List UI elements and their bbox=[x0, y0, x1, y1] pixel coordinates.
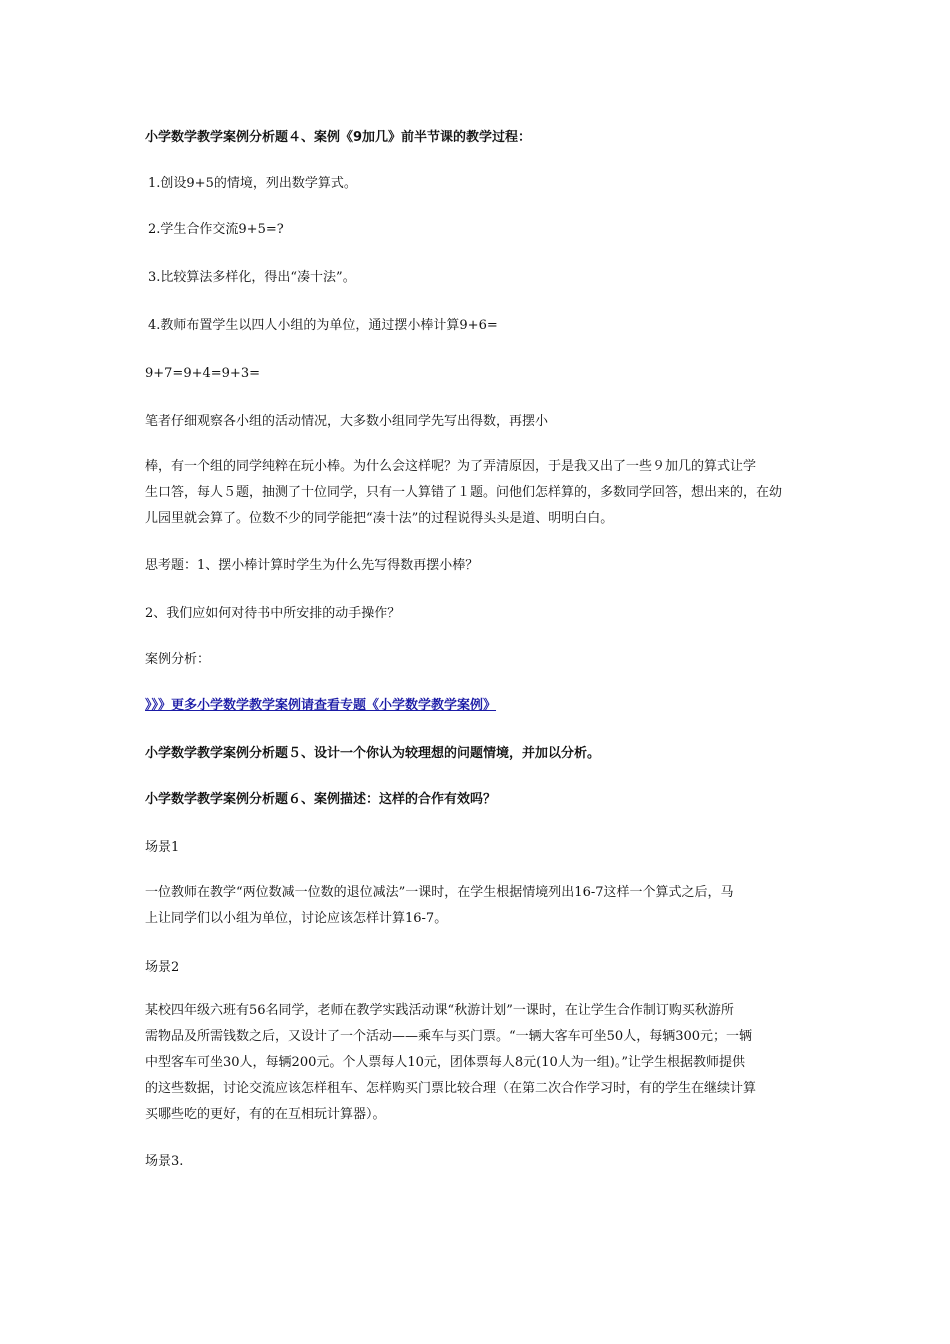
more-cases-link[interactable]: 》》》更多小学数学教学案例请查看专题《小学数学教学案例》 bbox=[145, 698, 497, 713]
observation-paragraph bbox=[145, 454, 810, 532]
paragraph-line: 生口答，每人５题，抽测了十位同学，只有一人算错了１题。问他们怎样算的，多数同学回答，想出来的，在幼 bbox=[145, 485, 783, 500]
equations: 9+7=9+4=9+3= bbox=[145, 366, 260, 381]
question-1: 思考题：1、摆小棒计算时学生为什么先写得数再摆小棒？ bbox=[145, 558, 479, 573]
paragraph-line: 买哪些吃的更好，有的在互相玩计算器）。 bbox=[145, 1107, 386, 1122]
paragraph-line: 某校四年级六班有56名同学，老师在教学实践活动课“秋游计划”一课时，在让学生合作制订购买秋游所 bbox=[145, 1003, 734, 1018]
scene-2-label: 场景2 bbox=[145, 960, 180, 975]
scene-3-label: 场景3. bbox=[145, 1154, 184, 1169]
paragraph-line: 儿园里就会算了。位数不少的同学能把“凑十法”的过程说得头头是道、明明白白。 bbox=[145, 511, 614, 526]
paragraph-line: 上让同学们以小组为单位，讨论应该怎样计算16-7。 bbox=[145, 911, 448, 926]
paragraph-line: 中型客车可坐30人，每辆200元。个人票每人10元，团体票每人8元(10人为一组)。”让学生根据教师提供 bbox=[145, 1055, 746, 1070]
observation-line-1: 笔者仔细观察各小组的活动情况，大多数小组同学先写出得数，再摆小 bbox=[145, 414, 549, 429]
scene-1-label: 场景1 bbox=[145, 840, 180, 855]
paragraph-line: 棒，有一个组的同学纯粹在玩小棒。为什么会这样呢？为了弄清原因，于是我又出了一些９加几的算式让学 bbox=[145, 459, 757, 474]
step-2: 2.学生合作交流9+5=? bbox=[148, 222, 284, 237]
step-4: 4.教师布置学生以四人小组的为单位，通过摆小棒计算9+6= bbox=[148, 318, 498, 333]
heading-case-5: 小学数学教学案例分析题５、设计一个你认为较理想的问题情境，并加以分析。 bbox=[145, 746, 601, 761]
heading-case-4: 小学数学教学案例分析题４、案例《9加几》前半节课的教学过程： bbox=[145, 130, 532, 145]
paragraph-line: 需物品及所需钱数之后，又设计了一个活动——乘车与买门票。“一辆大客车可坐50人，每辆300元；一辆 bbox=[145, 1029, 753, 1044]
paragraph-line: 的这些数据，讨论交流应该怎样租车、怎样购买门票比较合理（在第二次合作学习时，有的学生在继续计算 bbox=[145, 1081, 757, 1096]
question-2: 2、我们应如何对待书中所安排的动手操作？ bbox=[145, 606, 401, 621]
step-3: 3.比较算法多样化，得出“凑十法”。 bbox=[148, 270, 356, 285]
step-1: 1.创设9+5的情境，列出数学算式。 bbox=[148, 176, 357, 191]
analysis-label: 案例分析： bbox=[145, 652, 211, 667]
heading-case-6: 小学数学教学案例分析题６、案例描述：这样的合作有效吗？ bbox=[145, 792, 497, 807]
paragraph-line: 一位教师在教学“两位数减一位数的退位减法”一课时，在学生根据情境列出16-7这样一个算式之后，马 bbox=[145, 885, 734, 900]
scene-2-paragraph bbox=[145, 998, 810, 1128]
scene-1-paragraph bbox=[145, 880, 810, 932]
